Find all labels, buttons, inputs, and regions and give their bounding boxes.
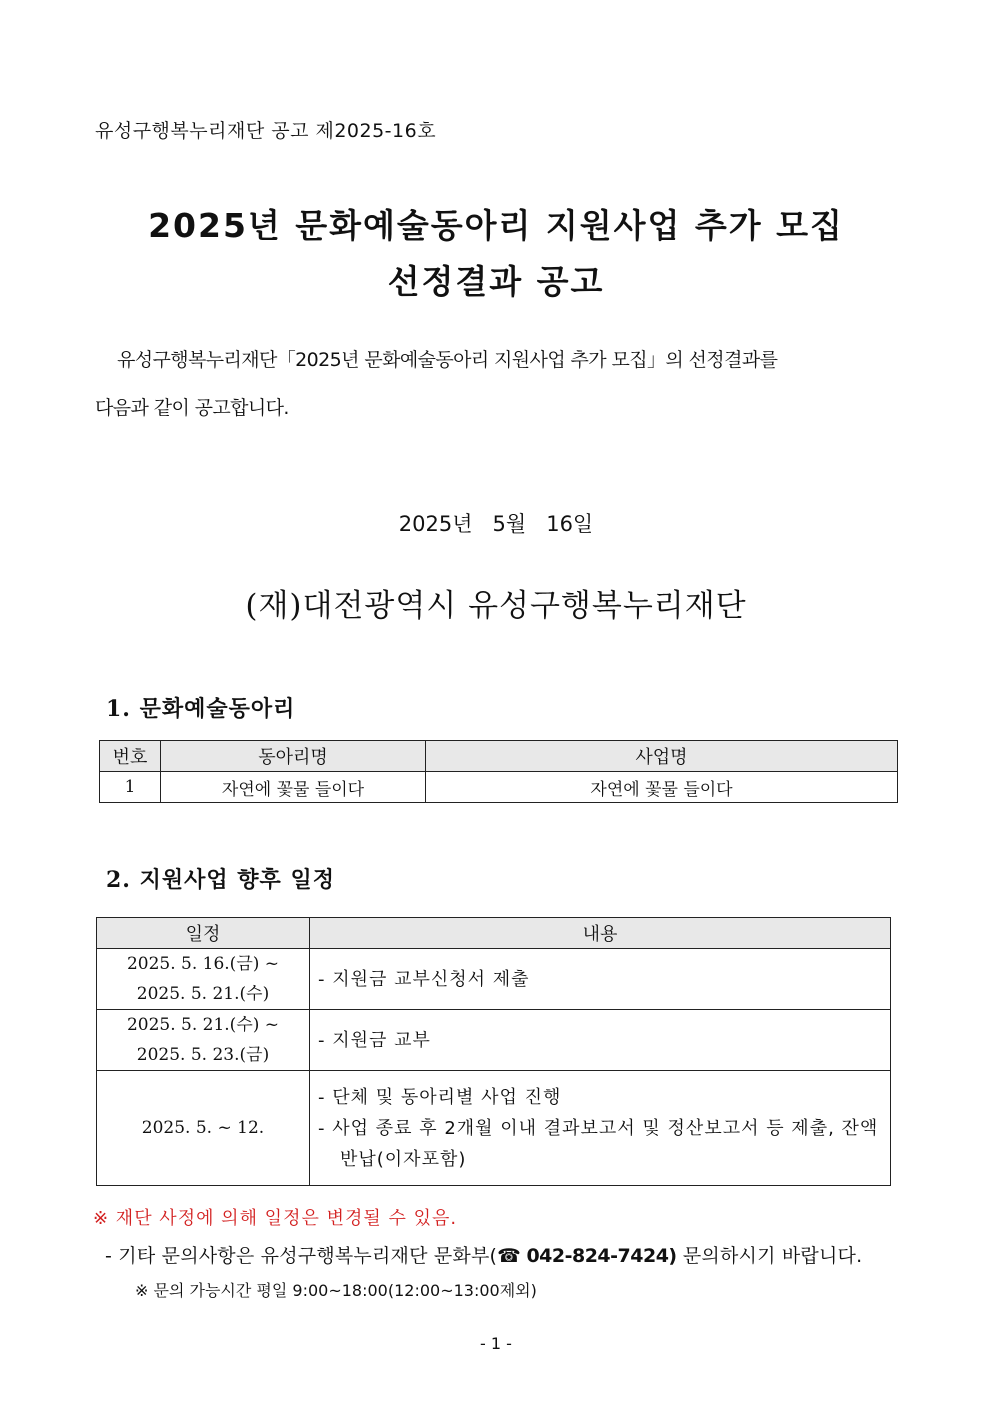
table-header-row [100, 741, 898, 772]
schedule-content-cell [310, 1010, 891, 1071]
header-schedule: 일정 [97, 918, 310, 949]
table-row [97, 949, 891, 1010]
phone-number: 042-824-7424) [520, 1245, 677, 1267]
schedule-date-cell [97, 1010, 310, 1071]
row-club-name: 자연에 꽃물 들이다 [161, 772, 426, 803]
title-line-2: 선정결과 공고 [387, 262, 605, 301]
header-content: 내용 [310, 918, 891, 949]
table-row [97, 1071, 891, 1186]
announcement-date: 2025년 5월 16일 [398, 512, 594, 536]
date-end: 2025. 5. 21.(수) [136, 984, 270, 1004]
schedule-content-cell [310, 949, 891, 1010]
notice-number: 유성구행복누리재단 공고 제2025-16호 [95, 120, 437, 142]
date-start: 2025. 5. 21.(수) ~ [126, 1015, 280, 1035]
organization-name: (재)대전광역시 유성구행복누리재단 [245, 588, 747, 624]
date-start: 2025. 5. 16.(금) ~ [126, 954, 280, 974]
content-item: - 지원금 교부신청서 제출 [318, 968, 530, 990]
inquiry-hours: ※ 문의 가능시간 평일 9:00~18:00(12:00~13:00제외) [135, 1281, 537, 1300]
contact-info [105, 1241, 862, 1268]
title-line-1: 2025년 문화예술동아리 지원사업 추가 모집 [148, 206, 844, 245]
schedule-content-cell [310, 1071, 891, 1186]
date-end: 2025. 5. 23.(금) [136, 1045, 270, 1065]
header-project-name: 사업명 [426, 741, 898, 772]
content-item: - 단체 및 동아리별 사업 진행 [318, 1086, 562, 1108]
phone-icon: ☎ [497, 1245, 521, 1267]
intro-line-1: 유성구행복누리재단「2025년 문화예술동아리 지원사업 추가 모집」의 선정결과를 [117, 349, 778, 371]
section-1-heading: 1. 문화예술동아리 [106, 696, 296, 722]
date-range: 2025. 5. ~ 12. [141, 1118, 265, 1138]
header-number: 번호 [100, 741, 161, 772]
row-project-name: 자연에 꽃물 들이다 [426, 772, 898, 803]
content-item: - 지원금 교부 [318, 1029, 431, 1051]
row-number: 1 [100, 772, 161, 803]
schedule-date-cell [97, 1071, 310, 1186]
contact-prefix: - 기타 문의사항은 유성구행복누리재단 문화부( [105, 1245, 498, 1267]
schedule-date-cell [97, 949, 310, 1010]
schedule-change-notice: ※ 재단 사정에 의해 일정은 변경될 수 있음. [93, 1208, 458, 1229]
intro-line-2: 다음과 같이 공고합니다. [95, 397, 289, 419]
table-row [100, 772, 898, 803]
club-table [99, 740, 898, 803]
section-2-heading: 2. 지원사업 향후 일정 [106, 867, 335, 893]
table-header-row [97, 918, 891, 949]
content-item: - 사업 종료 후 2개월 이내 결과보고서 및 정산보고서 등 제출, 잔액 반납(이자포함) [318, 1117, 879, 1170]
schedule-table [96, 917, 891, 1186]
page-number: - 1 - [480, 1334, 512, 1353]
contact-suffix: 문의하시기 바랍니다. [676, 1245, 863, 1267]
table-row [97, 1010, 891, 1071]
header-club-name: 동아리명 [161, 741, 426, 772]
